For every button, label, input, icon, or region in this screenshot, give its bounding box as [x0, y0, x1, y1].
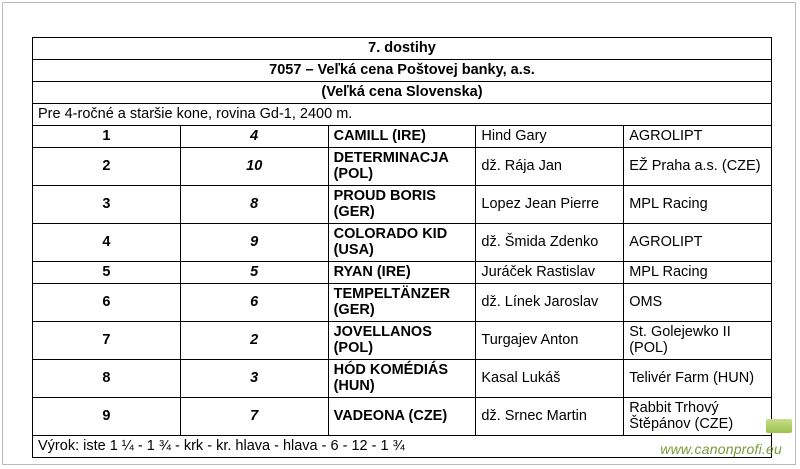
watermark-text: www.canonprofi.eu [660, 441, 782, 457]
entry-jockey: Turgajev Anton [476, 322, 624, 360]
race-result-table [32, 37, 772, 458]
race-title-row [33, 38, 772, 60]
table-row [33, 360, 772, 398]
entry-owner: AGROLIPT [624, 224, 772, 262]
race-conditions-row [33, 104, 772, 126]
entry-number: 8 [180, 186, 328, 224]
table-row [33, 126, 772, 148]
entry-jockey: Lopez Jean Pierre [476, 186, 624, 224]
entry-jockey: dž. Šmida Zdenko [476, 224, 624, 262]
race-result-sheet [32, 37, 772, 458]
entry-position: 4 [33, 224, 181, 262]
entry-horse: TEMPELTÄNZER (GER) [328, 284, 476, 322]
race-subtitle: (Veľká cena Slovenska) [33, 82, 772, 104]
entry-jockey: Juráček Rastislav [476, 262, 624, 284]
entry-jockey: Kasal Lukáš [476, 360, 624, 398]
entry-horse: VADEONA (CZE) [328, 398, 476, 436]
entry-owner: AGROLIPT [624, 126, 772, 148]
entry-position: 1 [33, 126, 181, 148]
race-name-row [33, 60, 772, 82]
entry-number: 2 [180, 322, 328, 360]
race-verdict: Výrok: iste 1 ¼ - 1 ¾ - krk - kr. hlava - hlava - 6 - 12 - 1 ¾ [33, 436, 772, 458]
race-conditions: Pre 4-ročné a staršie kone, rovina Gd-1, 2400 m. [33, 104, 772, 126]
table-row [33, 398, 772, 436]
table-row [33, 148, 772, 186]
race-number-title: 7. dostihy [33, 38, 772, 60]
table-row [33, 322, 772, 360]
race-subtitle-row [33, 82, 772, 104]
entry-owner: MPL Racing [624, 262, 772, 284]
entry-owner: OMS [624, 284, 772, 322]
entry-position: 5 [33, 262, 181, 284]
entry-position: 6 [33, 284, 181, 322]
entry-number: 3 [180, 360, 328, 398]
entry-horse: JOVELLANOS (POL) [328, 322, 476, 360]
entry-position: 9 [33, 398, 181, 436]
entry-owner: Telivér Farm (HUN) [624, 360, 772, 398]
entry-jockey: dž. Rája Jan [476, 148, 624, 186]
entry-horse: DETERMINACJA (POL) [328, 148, 476, 186]
table-row [33, 186, 772, 224]
entry-owner: St. Golejewko II (POL) [624, 322, 772, 360]
table-row [33, 284, 772, 322]
entry-horse: CAMILL (IRE) [328, 126, 476, 148]
entry-position: 3 [33, 186, 181, 224]
entry-horse: COLORADO KID (USA) [328, 224, 476, 262]
entry-jockey: dž. Srnec Martin [476, 398, 624, 436]
entry-owner: Rabbit Trhový Štěpánov (CZE) [624, 398, 772, 436]
entry-number: 6 [180, 284, 328, 322]
entry-number: 10 [180, 148, 328, 186]
entry-horse: PROUD BORIS (GER) [328, 186, 476, 224]
entry-jockey: Hind Gary [476, 126, 624, 148]
entry-number: 9 [180, 224, 328, 262]
entry-horse: HÓD KOMÉDIÁS (HUN) [328, 360, 476, 398]
entry-jockey: dž. Línek Jaroslav [476, 284, 624, 322]
entry-owner: MPL Racing [624, 186, 772, 224]
entry-position: 2 [33, 148, 181, 186]
entry-position: 8 [33, 360, 181, 398]
entry-number: 4 [180, 126, 328, 148]
entry-position: 7 [33, 322, 181, 360]
race-name: 7057 – Veľká cena Poštovej banky, a.s. [33, 60, 772, 82]
entry-number: 7 [180, 398, 328, 436]
entry-horse: RYAN (IRE) [328, 262, 476, 284]
entry-owner: EŽ Praha a.s. (CZE) [624, 148, 772, 186]
table-row [33, 224, 772, 262]
entry-number: 5 [180, 262, 328, 284]
table-body [33, 38, 772, 458]
watermark-badge [766, 419, 792, 433]
table-row [33, 262, 772, 284]
